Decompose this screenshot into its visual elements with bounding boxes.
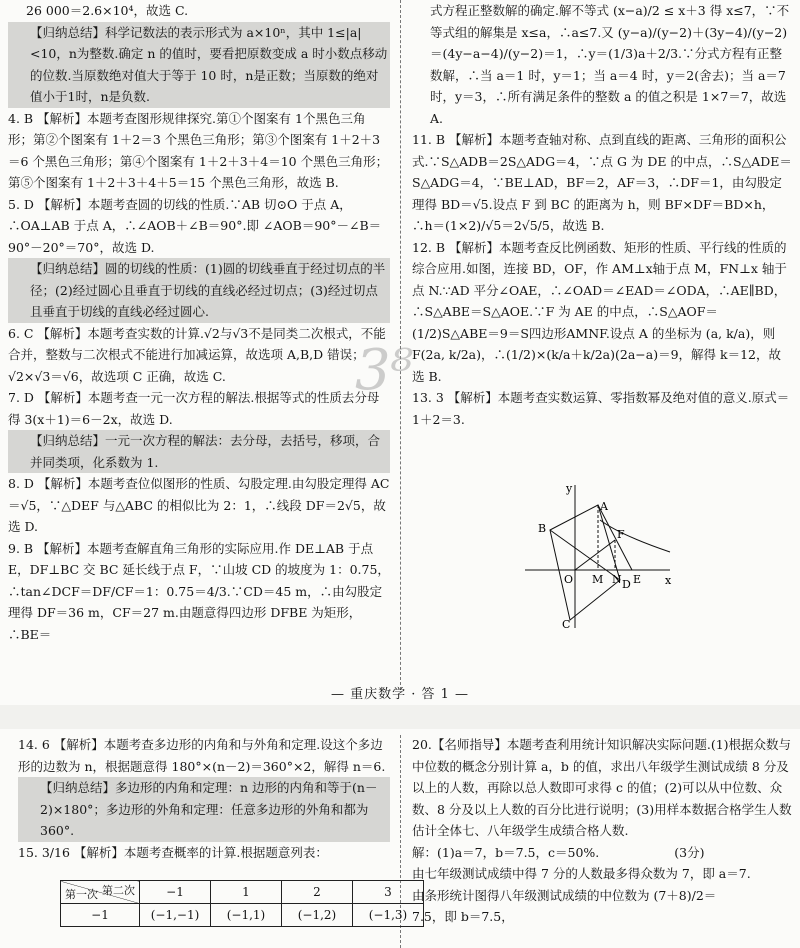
- text-block-l0: 26 000＝2.6×10⁴，故选 C.: [26, 3, 189, 18]
- text-block-r3: 13. 3 【解析】本题考查实数运算、零指数幂及绝对值的意义.原式＝1＋2＝3.: [412, 390, 790, 427]
- geometry-figure: [520, 480, 680, 630]
- table-cell: (−1,−1): [140, 904, 211, 927]
- label-x: x: [665, 574, 672, 587]
- page-footer: — 重庆数学 · 答 1 —: [330, 687, 470, 702]
- label-N: N: [612, 573, 622, 586]
- text-block-l7: 【归纳总结】一元一次方程的解法：去分母，去括号，移项，合并同类项，化系数为 1.: [8, 430, 390, 473]
- text-block-b0: 14. 6 【解析】本题考查多边形的内角和与外角和定理.设这个多边形的边数为 n，根据题意得 180°×(n－2)＝360°×2，解得 n＝6.: [18, 737, 386, 774]
- text-block-l8: 8. D 【解析】本题考查位似图形的性质、勾股定理.由勾股定理得 AC＝√5，∵△DEF 与△ABC 的相似比为 2：1，∴线段 DF＝2√5，故选 D.: [8, 476, 390, 534]
- label-A: A: [600, 500, 608, 513]
- text-block-r2: 12. B 【解析】本题考查反比例函数、矩形的性质、平行线的性质的综合应用.如图，连接 BD，OF，作 AM⊥x轴于点 M，FN⊥x 轴于点 N.∵AD 平分∠OAE，∴∠OAD＝∠EAD＝∠ODA，∴AE∥BD，∴S△ABE＝S△AOE.∵F 为 AE 的中点，∴S△AOF＝(1/2)S△ABE＝9＝S四边形AMNF.设点 A 的坐标为 (a, k/a)，则 F(2a, k/2a)，∴(1/2)×(k/a＋k/2a)(2a−a)＝9，解得 k＝12，故选 B.: [412, 239, 787, 384]
- table-row: [61, 904, 424, 927]
- text-block-d2: 由七年级测试成绩中得 7 分的人数最多得众数为 7，即 a＝7.: [412, 866, 751, 881]
- text-block-l3: 5. D 【解析】本题考查圆的切线的性质.∵AB 切⊙O 于点 A，∴OA⊥AB 于点 A，∴∠AOB＋∠B＝90°.即 ∠AOB＝90°－∠B＝90°－20°＝70°，故选 D.: [8, 196, 382, 255]
- table-cell: (−1,3): [353, 904, 424, 927]
- left-column-bottom: [18, 734, 390, 863]
- label-y: y: [566, 482, 573, 495]
- text-block-l1: 【归纳总结】科学记数法的表示形式为 a×10ⁿ，其中 1≤|a|<10，n为整数.确定 n 的值时，要看把原数变成 a 时小数点移动的位数.当原数绝对值大于等于 10 时，n是正数；当原数的绝对值小于1时，n是负数.: [8, 22, 390, 108]
- table-header-cell: −1: [140, 881, 211, 904]
- label-C: C: [562, 618, 571, 630]
- text-block-d1: 解：(1)a＝7，b＝7.5，c＝50%. (3分): [412, 844, 705, 860]
- text-block-b1: 【归纳总结】多边形的内角和定理：n 边形的内角和等于(n－2)×180°；多边形的外角和定理：任意多边形的外角和都为 360°.: [18, 777, 390, 842]
- label-E: E: [633, 573, 642, 586]
- text-block-d4: 7.5，即 b＝7.5，: [412, 909, 514, 924]
- table-header-cell: 2: [282, 881, 353, 904]
- label-B: B: [538, 522, 547, 535]
- right-column-bottom: [412, 734, 792, 928]
- table-header-cell: 3: [353, 881, 424, 904]
- text-block-b2: 15. 3/16 【解析】本题考查概率的计算.根据题意列表：: [18, 844, 328, 860]
- text-block-l9: 9. B 【解析】本题考查解直角三角形的实际应用.作 DE⊥AB 于点 E，DF⊥BC 交 BC 延长线于点 F，∵山坡 CD 的坡度为 1：0.75，∴tan∠DCF＝DF/CF＝1：0.75＝4/3.∵CD＝45 m，∴由勾股定理得 DF＝36 m，CF＝27 m.由题意得四边形 DFBE 为矩形，∴BE＝: [8, 540, 390, 642]
- text-block-l2: 4. B 【解析】本题考查图形规律探究.第①个图案有 1个黑色三角形；第②个图案有 1＋2＝3 个黑色三角形；第③个图案有 1＋2＋3＝6 个黑色三角形；第④个图案有 1＋2＋3＋4＝10 个黑色三角形；第⑤个图案有 1＋2＋3＋4＋5＝15 个黑色三角形，故选 B.: [8, 110, 389, 190]
- label-F: F: [617, 528, 625, 541]
- watermark-logo: 3⁸: [355, 338, 414, 403]
- table-cell: (−1,2): [282, 904, 353, 927]
- right-column-top: [412, 0, 792, 430]
- text-block-d3: 由条形统计图得八年级测试成绩的中位数为 (7＋8)/2＝: [412, 887, 717, 903]
- text-block-r1: 11. B 【解析】本题考查轴对称、点到直线的距离、三角形的面积公式.∵S△ADB＝2S△ADG＝4，∵点 G 为 DE 的中点，∴S△ADE＝S△ADG＝4，∵BE⊥AD，BF＝2，AF＝3，∴DF＝1，由勾股定理得 BD＝√5.设点 F 到 BC 的距离为 h，则 BF×DF＝BD×h，∴h＝(1×2)/√5＝2√5/5，故选 B.: [412, 132, 792, 233]
- table-cell: (−1,1): [211, 904, 282, 927]
- table-cell: −1: [61, 904, 140, 927]
- table-corner: 第二次 第一次: [61, 881, 140, 904]
- text-block-l6: 7. D 【解析】本题考查一元一次方程的解法.根据等式的性质去分母得 3(x＋1)＝6－2x，故选 D.: [8, 390, 380, 427]
- text-block-d0: 20.【名师指导】本题考查利用统计知识解决实际问题.(1)根据众数与中位数的概念分别计算 a，b 的值，求出八年级学生测试成绩 8 分及以上的人数，再除以总人数即可求得 c 的值；(2)可以从中位数、众数、8 分及以上人数的百分比进行说明；(3)用样本数据合格学生人数估计全体七、八年级学生成绩合格人数.: [412, 737, 792, 838]
- left-column-top: [8, 0, 390, 645]
- label-D: D: [622, 578, 631, 591]
- text-block-l4: 【归纳总结】圆的切线的性质：(1)圆的切线垂直于经过切点的半径；(2)经过圆心且垂直于切线的直线必经过切点；(3)经过切点且垂直于切线的直线必经过圆心.: [8, 258, 390, 323]
- page-gap: [0, 705, 800, 729]
- probability-table: [60, 880, 424, 927]
- text-block-r0: 式方程正整数解的确定.解不等式 (x−a)/2 ≤ x＋3 得 x≤7，∵不等式组的解集是 x≤a，∴a≤7.又 (y−a)/(y−2)＋(3y−4)/(y−2)＝(4y−a−4)/(y−2)＝1，∴y＝(1/3)a＋2/3.∵分式方程有正整数解，∴当 a＝1 时，y＝1；当 a＝4 时，y＝2(舍去)；当 a＝7 时，y＝3，∴所有满足条件的整数 a 的值之积是 1×7＝7，故选 A.: [430, 3, 790, 126]
- label-O: O: [564, 573, 574, 586]
- text-block-l5: 6. C 【解析】本题考查实数的计算.√2与√3不是同类二次根式，不能合并，整数与二次根式不能进行加减运算，故选项 A,B,D 错误；√2×√3＝√6，故选项 C 正确，故选 C.: [8, 325, 386, 384]
- label-M: M: [592, 573, 604, 586]
- table-header-cell: 1: [211, 881, 282, 904]
